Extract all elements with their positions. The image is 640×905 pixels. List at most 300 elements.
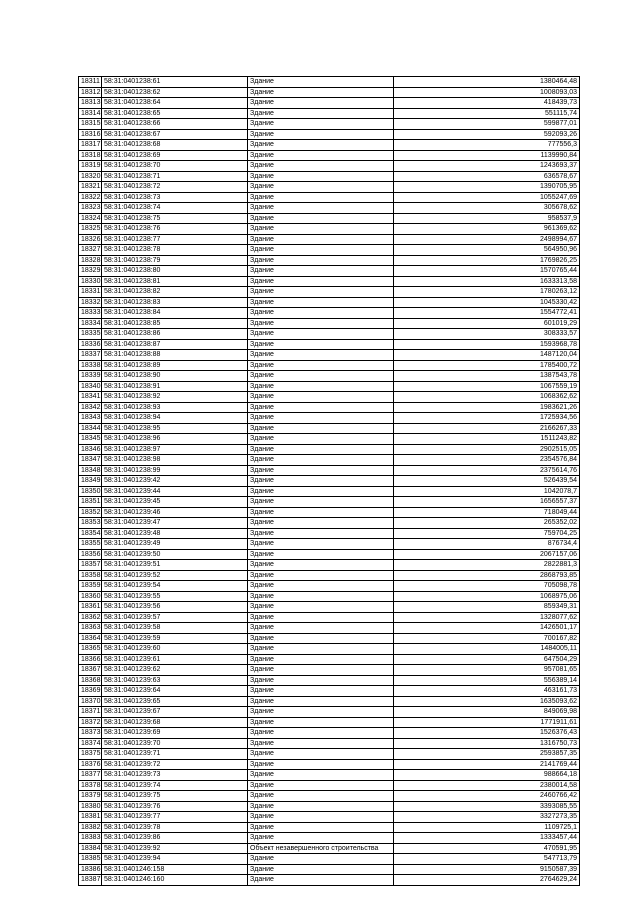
table-row	[79, 833, 580, 844]
table-row	[79, 864, 580, 875]
cadastral-number-cell: 58:31:0401238:71	[102, 171, 248, 182]
row-number-cell: 18379	[79, 791, 102, 802]
cadastral-number-cell: 58:31:0401239:45	[102, 497, 248, 508]
object-type-cell: Здание	[248, 339, 394, 350]
object-type-cell: Здание	[248, 465, 394, 476]
row-number-cell: 18327	[79, 245, 102, 256]
cadastral-value-cell: 1780263,12	[394, 287, 580, 298]
row-number-cell: 18336	[79, 339, 102, 350]
row-number-cell: 18313	[79, 98, 102, 109]
object-type-cell: Здание	[248, 161, 394, 172]
cadastral-number-cell: 58:31:0401239:47	[102, 518, 248, 529]
row-number-cell: 18350	[79, 486, 102, 497]
table-row	[79, 308, 580, 319]
cadastral-value-cell: 2141769,44	[394, 759, 580, 770]
cadastral-value-cell: 1055247,69	[394, 192, 580, 203]
cadastral-value-cell: 2822881,3	[394, 560, 580, 571]
table-row	[79, 287, 580, 298]
table-row	[79, 654, 580, 665]
object-type-cell: Здание	[248, 476, 394, 487]
cadastral-number-cell: 58:31:0401239:42	[102, 476, 248, 487]
table-row	[79, 497, 580, 508]
table-row	[79, 108, 580, 119]
cadastral-value-cell: 3327273,35	[394, 812, 580, 823]
table-row	[79, 644, 580, 655]
row-number-cell: 18355	[79, 539, 102, 550]
cadastral-number-cell: 58:31:0401238:76	[102, 224, 248, 235]
row-number-cell: 18346	[79, 444, 102, 455]
cadastral-value-cell: 1487120,04	[394, 350, 580, 361]
cadastral-number-cell: 58:31:0401238:87	[102, 339, 248, 350]
cadastral-number-cell: 58:31:0401238:69	[102, 150, 248, 161]
object-type-cell: Здание	[248, 623, 394, 634]
object-type-cell: Здание	[248, 360, 394, 371]
table-row	[79, 98, 580, 109]
table-row	[79, 266, 580, 277]
cadastral-value-cell: 988664,18	[394, 770, 580, 781]
object-type-cell: Здание	[248, 318, 394, 329]
row-number-cell: 18360	[79, 591, 102, 602]
object-type-cell: Здание	[248, 98, 394, 109]
object-type-cell: Здание	[248, 171, 394, 182]
row-number-cell: 18371	[79, 707, 102, 718]
object-type-cell: Здание	[248, 266, 394, 277]
object-type-cell: Здание	[248, 549, 394, 560]
cadastral-value-cell: 1328077,62	[394, 612, 580, 623]
cadastral-value-cell: 1656557,37	[394, 497, 580, 508]
row-number-cell: 18317	[79, 140, 102, 151]
cadastral-value-cell: 759704,25	[394, 528, 580, 539]
row-number-cell: 18323	[79, 203, 102, 214]
row-number-cell: 18345	[79, 434, 102, 445]
table-row	[79, 140, 580, 151]
cadastral-number-cell: 58:31:0401238:72	[102, 182, 248, 193]
cadastral-value-cell: 9150587,39	[394, 864, 580, 875]
row-number-cell: 18351	[79, 497, 102, 508]
table-row	[79, 770, 580, 781]
cadastral-value-cell: 2354576,84	[394, 455, 580, 466]
cadastral-number-cell: 58:31:0401238:70	[102, 161, 248, 172]
cadastral-number-cell: 58:31:0401239:44	[102, 486, 248, 497]
cadastral-value-cell: 647504,29	[394, 654, 580, 665]
object-type-cell: Здание	[248, 350, 394, 361]
object-type-cell: Здание	[248, 287, 394, 298]
object-type-cell: Здание	[248, 423, 394, 434]
cadastral-number-cell: 58:31:0401239:51	[102, 560, 248, 571]
object-type-cell: Здание	[248, 833, 394, 844]
cadastral-value-cell: 859349,31	[394, 602, 580, 613]
table-row	[79, 738, 580, 749]
object-type-cell: Здание	[248, 434, 394, 445]
row-number-cell: 18342	[79, 402, 102, 413]
object-type-cell: Здание	[248, 402, 394, 413]
cadastral-number-cell: 58:31:0401239:52	[102, 570, 248, 581]
object-type-cell: Здание	[248, 801, 394, 812]
row-number-cell: 18334	[79, 318, 102, 329]
table-row	[79, 539, 580, 550]
cadastral-number-cell: 58:31:0401239:63	[102, 675, 248, 686]
row-number-cell: 18363	[79, 623, 102, 634]
table-row	[79, 717, 580, 728]
cadastral-value-cell: 961369,62	[394, 224, 580, 235]
cadastral-value-cell: 3393085,55	[394, 801, 580, 812]
table-row	[79, 581, 580, 592]
row-number-cell: 18375	[79, 749, 102, 760]
cadastral-value-cell: 718049,44	[394, 507, 580, 518]
row-number-cell: 18329	[79, 266, 102, 277]
object-type-cell: Здание	[248, 392, 394, 403]
object-type-cell: Здание	[248, 213, 394, 224]
row-number-cell: 18366	[79, 654, 102, 665]
cadastral-number-cell: 58:31:0401238:89	[102, 360, 248, 371]
cadastral-value-cell: 1526376,43	[394, 728, 580, 739]
row-number-cell: 18380	[79, 801, 102, 812]
table-row	[79, 444, 580, 455]
cadastral-number-cell: 58:31:0401239:64	[102, 686, 248, 697]
table-row	[79, 686, 580, 697]
row-number-cell: 18344	[79, 423, 102, 434]
object-type-cell: Здание	[248, 507, 394, 518]
object-type-cell: Здание	[248, 539, 394, 550]
table-body	[79, 77, 580, 886]
cadastral-number-cell: 58:31:0401239:71	[102, 749, 248, 760]
cadastral-value-cell: 1633313,58	[394, 276, 580, 287]
table-row	[79, 350, 580, 361]
row-number-cell: 18339	[79, 371, 102, 382]
table-row	[79, 318, 580, 329]
cadastral-number-cell: 58:31:0401238:92	[102, 392, 248, 403]
cadastral-value-cell: 958537,9	[394, 213, 580, 224]
table-row	[79, 413, 580, 424]
table-row	[79, 854, 580, 865]
row-number-cell: 18348	[79, 465, 102, 476]
cadastral-value-cell: 1243693,37	[394, 161, 580, 172]
table-row	[79, 749, 580, 760]
cadastral-number-cell: 58:31:0401238:79	[102, 255, 248, 266]
cadastral-number-cell: 58:31:0401238:68	[102, 140, 248, 151]
table-row	[79, 875, 580, 886]
cadastral-number-cell: 58:31:0401239:46	[102, 507, 248, 518]
row-number-cell: 18374	[79, 738, 102, 749]
cadastral-value-cell: 1983621,26	[394, 402, 580, 413]
table-row	[79, 570, 580, 581]
cadastral-number-cell: 58:31:0401238:64	[102, 98, 248, 109]
object-type-cell: Здание	[248, 875, 394, 886]
cadastral-value-cell: 1570765,44	[394, 266, 580, 277]
row-number-cell: 18311	[79, 77, 102, 88]
object-type-cell: Здание	[248, 276, 394, 287]
row-number-cell: 18320	[79, 171, 102, 182]
cadastral-number-cell: 58:31:0401239:55	[102, 591, 248, 602]
object-type-cell: Здание	[248, 119, 394, 130]
table-row	[79, 707, 580, 718]
cadastral-number-cell: 58:31:0401239:72	[102, 759, 248, 770]
cadastral-value-cell: 1635093,62	[394, 696, 580, 707]
object-type-cell: Здание	[248, 486, 394, 497]
object-type-cell: Здание	[248, 749, 394, 760]
row-number-cell: 18340	[79, 381, 102, 392]
row-number-cell: 18361	[79, 602, 102, 613]
cadastral-value-cell: 1045330,42	[394, 297, 580, 308]
row-number-cell: 18368	[79, 675, 102, 686]
cadastral-number-cell: 58:31:0401238:88	[102, 350, 248, 361]
row-number-cell: 18341	[79, 392, 102, 403]
table-row	[79, 633, 580, 644]
table-row	[79, 434, 580, 445]
row-number-cell: 18376	[79, 759, 102, 770]
object-type-cell: Здание	[248, 297, 394, 308]
object-type-cell: Здание	[248, 665, 394, 676]
object-type-cell: Здание	[248, 644, 394, 655]
cadastral-value-cell: 601019,29	[394, 318, 580, 329]
table-row	[79, 665, 580, 676]
cadastral-value-cell: 556389,14	[394, 675, 580, 686]
cadastral-number-cell: 58:31:0401239:57	[102, 612, 248, 623]
row-number-cell: 18337	[79, 350, 102, 361]
cadastral-value-cell: 2067157,06	[394, 549, 580, 560]
cadastral-number-cell: 58:31:0401239:50	[102, 549, 248, 560]
cadastral-number-cell: 58:31:0401238:73	[102, 192, 248, 203]
table-row	[79, 602, 580, 613]
cadastral-value-cell: 2166267,33	[394, 423, 580, 434]
object-type-cell: Здание	[248, 381, 394, 392]
cadastral-value-cell: 1139990,84	[394, 150, 580, 161]
object-type-cell: Здание	[248, 654, 394, 665]
row-number-cell: 18365	[79, 644, 102, 655]
row-number-cell: 18322	[79, 192, 102, 203]
table-row	[79, 339, 580, 350]
object-type-cell: Здание	[248, 329, 394, 340]
cadastral-value-cell: 308333,57	[394, 329, 580, 340]
table-row	[79, 213, 580, 224]
row-number-cell: 18343	[79, 413, 102, 424]
row-number-cell: 18385	[79, 854, 102, 865]
row-number-cell: 18331	[79, 287, 102, 298]
cadastral-value-cell: 1380464,48	[394, 77, 580, 88]
object-type-cell: Здание	[248, 864, 394, 875]
table-row	[79, 518, 580, 529]
object-type-cell: Здание	[248, 728, 394, 739]
table-row	[79, 507, 580, 518]
cadastral-number-cell: 58:31:0401238:90	[102, 371, 248, 382]
row-number-cell: 18335	[79, 329, 102, 340]
cadastral-number-cell: 58:31:0401238:99	[102, 465, 248, 476]
cadastral-number-cell: 58:31:0401238:98	[102, 455, 248, 466]
table-row	[79, 224, 580, 235]
cadastral-number-cell: 58:31:0401238:96	[102, 434, 248, 445]
cadastral-number-cell: 58:31:0401238:61	[102, 77, 248, 88]
table-row	[79, 171, 580, 182]
cadastral-value-cell: 700167,82	[394, 633, 580, 644]
cadastral-number-cell: 58:31:0401239:76	[102, 801, 248, 812]
object-type-cell: Здание	[248, 633, 394, 644]
row-number-cell: 18369	[79, 686, 102, 697]
table-row	[79, 129, 580, 140]
object-type-cell: Здание	[248, 581, 394, 592]
table-row	[79, 381, 580, 392]
object-type-cell: Здание	[248, 129, 394, 140]
cadastral-value-cell: 1390705,95	[394, 182, 580, 193]
cadastral-value-cell: 1068362,62	[394, 392, 580, 403]
table-row	[79, 360, 580, 371]
row-number-cell: 18362	[79, 612, 102, 623]
cadastral-number-cell: 58:31:0401239:58	[102, 623, 248, 634]
cadastral-number-cell: 58:31:0401239:92	[102, 843, 248, 854]
cadastral-value-cell: 1068975,06	[394, 591, 580, 602]
row-number-cell: 18314	[79, 108, 102, 119]
object-type-cell: Здание	[248, 717, 394, 728]
cadastral-number-cell: 58:31:0401239:48	[102, 528, 248, 539]
cadastral-number-cell: 58:31:0401239:62	[102, 665, 248, 676]
object-type-cell: Здание	[248, 591, 394, 602]
cadastral-number-cell: 58:31:0401246:158	[102, 864, 248, 875]
row-number-cell: 18324	[79, 213, 102, 224]
object-type-cell: Здание	[248, 602, 394, 613]
cadastral-number-cell: 58:31:0401239:56	[102, 602, 248, 613]
row-number-cell: 18332	[79, 297, 102, 308]
cadastral-value-cell: 592093,26	[394, 129, 580, 140]
row-number-cell: 18318	[79, 150, 102, 161]
cadastral-value-cell: 418439,73	[394, 98, 580, 109]
cadastral-number-cell: 58:31:0401239:65	[102, 696, 248, 707]
cadastral-number-cell: 58:31:0401238:75	[102, 213, 248, 224]
object-type-cell: Здание	[248, 822, 394, 833]
cadastral-value-cell: 526439,54	[394, 476, 580, 487]
cadastral-number-cell: 58:31:0401239:74	[102, 780, 248, 791]
row-number-cell: 18378	[79, 780, 102, 791]
row-number-cell: 18319	[79, 161, 102, 172]
table-row	[79, 234, 580, 245]
row-number-cell: 18383	[79, 833, 102, 844]
cadastral-value-cell: 1725934,56	[394, 413, 580, 424]
table-row	[79, 371, 580, 382]
row-number-cell: 18353	[79, 518, 102, 529]
cadastral-value-cell: 265352,02	[394, 518, 580, 529]
cadastral-value-cell: 2460766,42	[394, 791, 580, 802]
cadastral-value-cell: 636578,67	[394, 171, 580, 182]
cadastral-value-cell: 849069,98	[394, 707, 580, 718]
cadastral-value-cell: 1316750,73	[394, 738, 580, 749]
row-number-cell: 18384	[79, 843, 102, 854]
cadastral-value-cell: 957081,65	[394, 665, 580, 676]
row-number-cell: 18326	[79, 234, 102, 245]
cadastral-number-cell: 58:31:0401239:54	[102, 581, 248, 592]
cadastral-value-cell: 2380014,58	[394, 780, 580, 791]
table-row	[79, 801, 580, 812]
table-row	[79, 696, 580, 707]
table-row	[79, 77, 580, 88]
row-number-cell: 18325	[79, 224, 102, 235]
table-row	[79, 549, 580, 560]
table-row	[79, 182, 580, 193]
row-number-cell: 18364	[79, 633, 102, 644]
row-number-cell: 18387	[79, 875, 102, 886]
object-type-cell: Здание	[248, 791, 394, 802]
object-type-cell: Здание	[248, 371, 394, 382]
cadastral-number-cell: 58:31:0401238:95	[102, 423, 248, 434]
cadastral-number-cell: 58:31:0401238:82	[102, 287, 248, 298]
object-type-cell: Здание	[248, 87, 394, 98]
object-type-cell: Здание	[248, 759, 394, 770]
row-number-cell: 18316	[79, 129, 102, 140]
row-number-cell: 18354	[79, 528, 102, 539]
row-number-cell: 18370	[79, 696, 102, 707]
cadastral-number-cell: 58:31:0401239:68	[102, 717, 248, 728]
object-type-cell: Здание	[248, 140, 394, 151]
object-type-cell: Здание	[248, 675, 394, 686]
cadastral-number-cell: 58:31:0401238:91	[102, 381, 248, 392]
cadastral-value-cell: 1484005,11	[394, 644, 580, 655]
table-row	[79, 245, 580, 256]
cadastral-value-cell: 2375614,76	[394, 465, 580, 476]
table-row	[79, 455, 580, 466]
cadastral-number-cell: 58:31:0401238:94	[102, 413, 248, 424]
object-type-cell: Здание	[248, 780, 394, 791]
cadastral-value-cell: 1785400,72	[394, 360, 580, 371]
cadastral-value-cell: 305678,62	[394, 203, 580, 214]
cadastral-number-cell: 58:31:0401238:83	[102, 297, 248, 308]
object-type-cell: Здание	[248, 570, 394, 581]
object-type-cell: Здание	[248, 308, 394, 319]
cadastral-value-cell: 1771911,61	[394, 717, 580, 728]
table-row	[79, 87, 580, 98]
cadastral-number-cell: 58:31:0401238:74	[102, 203, 248, 214]
object-type-cell: Здание	[248, 108, 394, 119]
cadastral-value-cell: 1593968,78	[394, 339, 580, 350]
object-type-cell: Здание	[248, 455, 394, 466]
cadastral-value-cell: 1008093,03	[394, 87, 580, 98]
table-row	[79, 402, 580, 413]
row-number-cell: 18315	[79, 119, 102, 130]
cadastral-number-cell: 58:31:0401238:66	[102, 119, 248, 130]
table-row	[79, 591, 580, 602]
cadastral-value-cell: 2868793,85	[394, 570, 580, 581]
cadastral-number-cell: 58:31:0401239:69	[102, 728, 248, 739]
cadastral-number-cell: 58:31:0401239:61	[102, 654, 248, 665]
table-row	[79, 675, 580, 686]
row-number-cell: 18312	[79, 87, 102, 98]
cadastral-number-cell: 58:31:0401238:85	[102, 318, 248, 329]
table-row	[79, 812, 580, 823]
table-row	[79, 728, 580, 739]
table-row	[79, 150, 580, 161]
row-number-cell: 18359	[79, 581, 102, 592]
object-type-cell: Здание	[248, 528, 394, 539]
object-type-cell: Здание	[248, 696, 394, 707]
cadastral-number-cell: 58:31:0401238:77	[102, 234, 248, 245]
cadastral-value-cell: 1511243,82	[394, 434, 580, 445]
table-row	[79, 612, 580, 623]
cadastral-value-cell: 1067559,19	[394, 381, 580, 392]
cadastral-number-cell: 58:31:0401239:70	[102, 738, 248, 749]
row-number-cell: 18357	[79, 560, 102, 571]
row-number-cell: 18333	[79, 308, 102, 319]
table-row	[79, 759, 580, 770]
row-number-cell: 18367	[79, 665, 102, 676]
row-number-cell: 18349	[79, 476, 102, 487]
cadastral-number-cell: 58:31:0401238:80	[102, 266, 248, 277]
cadastral-number-cell: 58:31:0401238:62	[102, 87, 248, 98]
table-row	[79, 392, 580, 403]
object-type-cell: Здание	[248, 770, 394, 781]
cadastral-number-cell: 58:31:0401238:86	[102, 329, 248, 340]
row-number-cell: 18373	[79, 728, 102, 739]
cadastral-number-cell: 58:31:0401239:49	[102, 539, 248, 550]
object-type-cell: Объект незавершенного строительства	[248, 843, 394, 854]
object-type-cell: Здание	[248, 203, 394, 214]
object-type-cell: Здание	[248, 255, 394, 266]
row-number-cell: 18382	[79, 822, 102, 833]
